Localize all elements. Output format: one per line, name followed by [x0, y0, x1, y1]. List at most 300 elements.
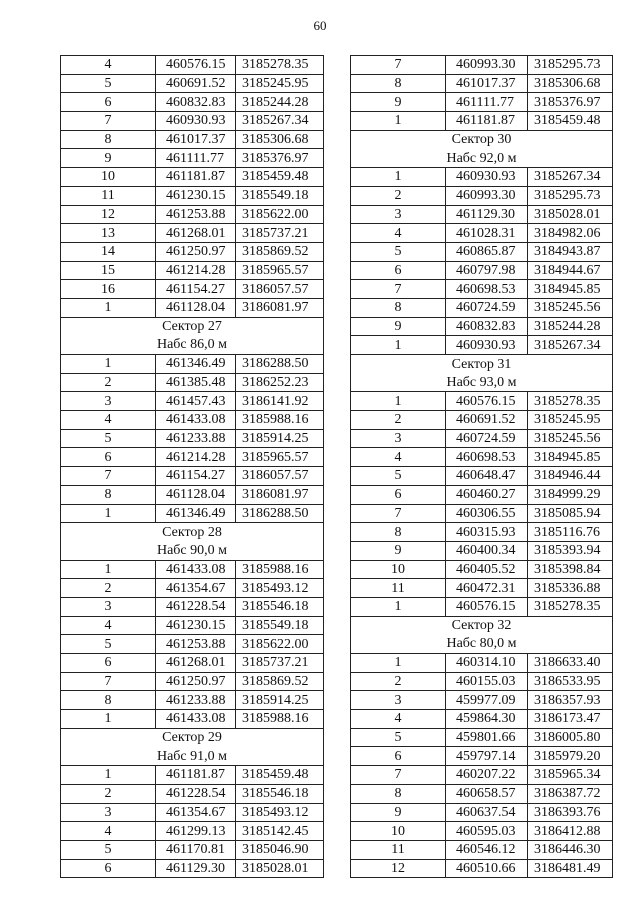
point-number-cell: 2 [351, 411, 446, 430]
point-number-cell: 1 [61, 355, 156, 374]
x-coordinate-cell: 460930.93 [156, 112, 236, 131]
table-row [351, 429, 613, 448]
x-coordinate-cell: 461017.37 [156, 130, 236, 149]
y-coordinate-cell: 3185988.16 [236, 560, 324, 579]
point-number-cell: 1 [351, 168, 446, 187]
y-coordinate-cell: 3184982.06 [528, 224, 613, 243]
point-number-cell: 5 [351, 467, 446, 486]
sector-title: Сектор 31 [351, 355, 613, 374]
sector-title: Сектор 27 [61, 317, 324, 336]
sector-header-row [61, 523, 324, 542]
table-row [351, 93, 613, 112]
point-number-cell: 11 [61, 186, 156, 205]
sector-height-row [351, 149, 613, 168]
point-number-cell: 11 [351, 579, 446, 598]
point-number-cell: 15 [61, 261, 156, 280]
y-coordinate-cell: 3185493.12 [236, 579, 324, 598]
point-number-cell: 4 [61, 56, 156, 75]
table-row [351, 803, 613, 822]
y-coordinate-cell: 3186252.23 [236, 373, 324, 392]
x-coordinate-cell: 460400.34 [446, 541, 528, 560]
table-row [61, 224, 324, 243]
y-coordinate-cell: 3185965.57 [236, 448, 324, 467]
y-coordinate-cell: 3185244.28 [528, 317, 613, 336]
table-row [351, 280, 613, 299]
table-row [61, 467, 324, 486]
table-row [351, 784, 613, 803]
point-number-cell: 7 [351, 504, 446, 523]
table-row [351, 411, 613, 430]
point-number-cell: 2 [61, 784, 156, 803]
point-number-cell: 6 [351, 261, 446, 280]
x-coordinate-cell: 459801.66 [446, 728, 528, 747]
table-row [61, 429, 324, 448]
x-coordinate-cell: 460510.66 [446, 859, 528, 878]
point-number-cell: 1 [351, 112, 446, 131]
table-row [61, 261, 324, 280]
sector-height-row [351, 373, 613, 392]
y-coordinate-cell: 3186288.50 [236, 504, 324, 523]
x-coordinate-cell: 460576.15 [446, 392, 528, 411]
y-coordinate-cell: 3185116.76 [528, 523, 613, 542]
x-coordinate-cell: 461230.15 [156, 186, 236, 205]
x-coordinate-cell: 460306.55 [446, 504, 528, 523]
table-row [61, 355, 324, 374]
x-coordinate-cell: 460546.12 [446, 840, 528, 859]
y-coordinate-cell: 3185295.73 [528, 186, 613, 205]
sector-height-row [351, 635, 613, 654]
point-number-cell: 8 [351, 784, 446, 803]
sector-title: Сектор 29 [61, 728, 324, 747]
y-coordinate-cell: 3185914.25 [236, 691, 324, 710]
y-coordinate-cell: 3185028.01 [236, 859, 324, 878]
x-coordinate-cell: 460315.93 [446, 523, 528, 542]
point-number-cell: 7 [351, 766, 446, 785]
y-coordinate-cell: 3185398.84 [528, 560, 613, 579]
table-row [351, 242, 613, 261]
table-row [61, 672, 324, 691]
point-number-cell: 1 [351, 392, 446, 411]
x-coordinate-cell: 460698.53 [446, 280, 528, 299]
x-coordinate-cell: 461111.77 [446, 93, 528, 112]
point-number-cell: 9 [351, 803, 446, 822]
y-coordinate-cell: 3185965.57 [236, 261, 324, 280]
y-coordinate-cell: 3186081.97 [236, 485, 324, 504]
x-coordinate-cell: 460637.54 [446, 803, 528, 822]
point-number-cell: 2 [351, 672, 446, 691]
table-row [61, 373, 324, 392]
x-coordinate-cell: 461181.87 [156, 168, 236, 187]
table-row [61, 840, 324, 859]
y-coordinate-cell: 3185267.34 [528, 336, 613, 355]
y-coordinate-cell: 3185306.68 [236, 130, 324, 149]
table-row [61, 168, 324, 187]
x-coordinate-cell: 460576.15 [446, 597, 528, 616]
x-coordinate-cell: 461299.13 [156, 822, 236, 841]
sector-height-row [61, 336, 324, 355]
point-number-cell: 6 [61, 859, 156, 878]
table-row [351, 504, 613, 523]
sector-height: Набс 80,0 м [351, 635, 613, 654]
y-coordinate-cell: 3185869.52 [236, 242, 324, 261]
x-coordinate-cell: 459797.14 [446, 747, 528, 766]
point-number-cell: 3 [351, 691, 446, 710]
x-coordinate-cell: 461154.27 [156, 467, 236, 486]
x-coordinate-cell: 461181.87 [446, 112, 528, 131]
y-coordinate-cell: 3186446.30 [528, 840, 613, 859]
y-coordinate-cell: 3185622.00 [236, 635, 324, 654]
x-coordinate-cell: 460155.03 [446, 672, 528, 691]
point-number-cell: 4 [351, 710, 446, 729]
table-row [351, 317, 613, 336]
y-coordinate-cell: 3186057.57 [236, 467, 324, 486]
table-row [61, 205, 324, 224]
y-coordinate-cell: 3185493.12 [236, 803, 324, 822]
y-coordinate-cell: 3185737.21 [236, 654, 324, 673]
table-row [351, 597, 613, 616]
x-coordinate-cell: 459864.30 [446, 710, 528, 729]
sector-header-row [61, 317, 324, 336]
y-coordinate-cell: 3185245.95 [528, 411, 613, 430]
x-coordinate-cell: 460595.03 [446, 822, 528, 841]
y-coordinate-cell: 3185622.00 [236, 205, 324, 224]
sector-title: Сектор 28 [61, 523, 324, 542]
point-number-cell: 8 [61, 130, 156, 149]
point-number-cell: 6 [61, 93, 156, 112]
y-coordinate-cell: 3185988.16 [236, 411, 324, 430]
table-row [351, 766, 613, 785]
x-coordinate-cell: 460691.52 [156, 74, 236, 93]
x-coordinate-cell: 461233.88 [156, 429, 236, 448]
y-coordinate-cell: 3185376.97 [528, 93, 613, 112]
x-coordinate-cell: 461346.49 [156, 504, 236, 523]
table-row [351, 485, 613, 504]
table-row [61, 635, 324, 654]
x-coordinate-cell: 461214.28 [156, 261, 236, 280]
y-coordinate-cell: 3185085.94 [528, 504, 613, 523]
table-row [61, 485, 324, 504]
x-coordinate-cell: 461268.01 [156, 224, 236, 243]
y-coordinate-cell: 3185245.95 [236, 74, 324, 93]
y-coordinate-cell: 3185245.56 [528, 429, 613, 448]
point-number-cell: 5 [61, 635, 156, 654]
table-row [351, 672, 613, 691]
point-number-cell: 4 [351, 448, 446, 467]
y-coordinate-cell: 3186005.80 [528, 728, 613, 747]
x-coordinate-cell: 460472.31 [446, 579, 528, 598]
x-coordinate-cell: 460993.30 [446, 186, 528, 205]
y-coordinate-cell: 3186481.49 [528, 859, 613, 878]
x-coordinate-cell: 461250.97 [156, 242, 236, 261]
point-number-cell: 7 [351, 56, 446, 75]
table-row [61, 616, 324, 635]
point-number-cell: 9 [351, 541, 446, 560]
table-row [61, 186, 324, 205]
y-coordinate-cell: 3186173.47 [528, 710, 613, 729]
x-coordinate-cell: 460797.98 [446, 261, 528, 280]
y-coordinate-cell: 3185267.34 [528, 168, 613, 187]
y-coordinate-cell: 3185546.18 [236, 784, 324, 803]
x-coordinate-cell: 461354.67 [156, 579, 236, 598]
sector-height: Набс 93,0 м [351, 373, 613, 392]
y-coordinate-cell: 3185336.88 [528, 579, 613, 598]
y-coordinate-cell: 3185459.48 [236, 168, 324, 187]
x-coordinate-cell: 461230.15 [156, 616, 236, 635]
y-coordinate-cell: 3185028.01 [528, 205, 613, 224]
sector-header-row [61, 728, 324, 747]
point-number-cell: 6 [61, 448, 156, 467]
table-row [351, 224, 613, 243]
table-row [61, 448, 324, 467]
table-row [61, 130, 324, 149]
point-number-cell: 6 [351, 485, 446, 504]
x-coordinate-cell: 460207.22 [446, 766, 528, 785]
point-number-cell: 3 [351, 205, 446, 224]
x-coordinate-cell: 460865.87 [446, 242, 528, 261]
sector-header-row [351, 616, 613, 635]
y-coordinate-cell: 3186533.95 [528, 672, 613, 691]
point-number-cell: 7 [351, 280, 446, 299]
x-coordinate-cell: 460724.59 [446, 429, 528, 448]
y-coordinate-cell: 3185979.20 [528, 747, 613, 766]
table-row [61, 691, 324, 710]
y-coordinate-cell: 3185546.18 [236, 597, 324, 616]
table-row [351, 336, 613, 355]
table-row [351, 448, 613, 467]
point-number-cell: 9 [351, 317, 446, 336]
table-row [61, 298, 324, 317]
y-coordinate-cell: 3186412.88 [528, 822, 613, 841]
table-row [351, 298, 613, 317]
point-number-cell: 13 [61, 224, 156, 243]
x-coordinate-cell: 461253.88 [156, 635, 236, 654]
x-coordinate-cell: 459977.09 [446, 691, 528, 710]
table-row [351, 840, 613, 859]
y-coordinate-cell: 3184945.85 [528, 280, 613, 299]
point-number-cell: 5 [351, 242, 446, 261]
table-row [351, 654, 613, 673]
point-number-cell: 6 [351, 747, 446, 766]
table-row [351, 859, 613, 878]
y-coordinate-cell: 3185278.35 [528, 597, 613, 616]
x-coordinate-cell: 460405.52 [446, 560, 528, 579]
y-coordinate-cell: 3184946.44 [528, 467, 613, 486]
sector-height: Набс 91,0 м [61, 747, 324, 766]
x-coordinate-cell: 461170.81 [156, 840, 236, 859]
x-coordinate-cell: 461233.88 [156, 691, 236, 710]
y-coordinate-cell: 3185549.18 [236, 186, 324, 205]
x-coordinate-cell: 460314.10 [446, 654, 528, 673]
x-coordinate-cell: 461228.54 [156, 784, 236, 803]
point-number-cell: 8 [351, 523, 446, 542]
point-number-cell: 8 [351, 298, 446, 317]
table-row [61, 859, 324, 878]
point-number-cell: 1 [61, 766, 156, 785]
sector-title: Сектор 30 [351, 130, 613, 149]
x-coordinate-cell: 461457.43 [156, 392, 236, 411]
page-number: 60 [313, 18, 327, 33]
y-coordinate-cell: 3185245.56 [528, 298, 613, 317]
y-coordinate-cell: 3185046.90 [236, 840, 324, 859]
point-number-cell: 2 [61, 373, 156, 392]
table-row [61, 579, 324, 598]
table-row [351, 205, 613, 224]
point-number-cell: 4 [61, 822, 156, 841]
x-coordinate-cell: 461214.28 [156, 448, 236, 467]
table-row [61, 392, 324, 411]
x-coordinate-cell: 460698.53 [446, 448, 528, 467]
point-number-cell: 8 [61, 485, 156, 504]
point-number-cell: 5 [61, 74, 156, 93]
table-row [61, 803, 324, 822]
table-row [351, 467, 613, 486]
y-coordinate-cell: 3185376.97 [236, 149, 324, 168]
table-row [351, 822, 613, 841]
x-coordinate-cell: 460648.47 [446, 467, 528, 486]
y-coordinate-cell: 3185988.16 [236, 710, 324, 729]
table-row [61, 597, 324, 616]
x-coordinate-cell: 461433.08 [156, 710, 236, 729]
point-number-cell: 1 [61, 710, 156, 729]
point-number-cell: 4 [351, 224, 446, 243]
y-coordinate-cell: 3185459.48 [528, 112, 613, 131]
point-number-cell: 6 [61, 654, 156, 673]
y-coordinate-cell: 3185965.34 [528, 766, 613, 785]
x-coordinate-cell: 461250.97 [156, 672, 236, 691]
y-coordinate-cell: 3185869.52 [236, 672, 324, 691]
y-coordinate-cell: 3184945.85 [528, 448, 613, 467]
y-coordinate-cell: 3185278.35 [236, 56, 324, 75]
table-row [351, 112, 613, 131]
table-row [351, 392, 613, 411]
x-coordinate-cell: 461253.88 [156, 205, 236, 224]
point-number-cell: 5 [351, 728, 446, 747]
point-number-cell: 12 [61, 205, 156, 224]
point-number-cell: 10 [351, 560, 446, 579]
point-number-cell: 7 [61, 672, 156, 691]
x-coordinate-cell: 461028.31 [446, 224, 528, 243]
point-number-cell: 3 [61, 392, 156, 411]
table-row [351, 710, 613, 729]
y-coordinate-cell: 3186141.92 [236, 392, 324, 411]
y-coordinate-cell: 3185142.45 [236, 822, 324, 841]
y-coordinate-cell: 3184999.29 [528, 485, 613, 504]
table-row [61, 504, 324, 523]
table-row [61, 56, 324, 75]
x-coordinate-cell: 460832.83 [156, 93, 236, 112]
sector-height: Набс 86,0 м [61, 336, 324, 355]
x-coordinate-cell: 461433.08 [156, 411, 236, 430]
table-row [351, 186, 613, 205]
point-number-cell: 9 [351, 93, 446, 112]
sector-height: Набс 92,0 м [351, 149, 613, 168]
point-number-cell: 8 [61, 691, 156, 710]
point-number-cell: 12 [351, 859, 446, 878]
table-row [351, 261, 613, 280]
x-coordinate-cell: 461111.77 [156, 149, 236, 168]
y-coordinate-cell: 3185295.73 [528, 56, 613, 75]
x-coordinate-cell: 461228.54 [156, 597, 236, 616]
x-coordinate-cell: 461129.30 [156, 859, 236, 878]
point-number-cell: 1 [61, 504, 156, 523]
table-row [61, 766, 324, 785]
table-row [351, 74, 613, 93]
table-row [351, 728, 613, 747]
sector-header-row [351, 130, 613, 149]
x-coordinate-cell: 461354.67 [156, 803, 236, 822]
x-coordinate-cell: 460460.27 [446, 485, 528, 504]
x-coordinate-cell: 461433.08 [156, 560, 236, 579]
table-row [61, 784, 324, 803]
point-number-cell: 1 [61, 560, 156, 579]
table-row [61, 822, 324, 841]
table-row [61, 710, 324, 729]
table-row [351, 56, 613, 75]
table-row [61, 74, 324, 93]
x-coordinate-cell: 461128.04 [156, 485, 236, 504]
point-number-cell: 2 [351, 186, 446, 205]
x-coordinate-cell: 460691.52 [446, 411, 528, 430]
point-number-cell: 1 [351, 336, 446, 355]
y-coordinate-cell: 3185393.94 [528, 541, 613, 560]
point-number-cell: 1 [351, 597, 446, 616]
table-row [351, 541, 613, 560]
table-row [61, 242, 324, 261]
y-coordinate-cell: 3185459.48 [236, 766, 324, 785]
table-row [61, 654, 324, 673]
x-coordinate-cell: 461181.87 [156, 766, 236, 785]
x-coordinate-cell: 460930.93 [446, 168, 528, 187]
x-coordinate-cell: 461346.49 [156, 355, 236, 374]
y-coordinate-cell: 3185306.68 [528, 74, 613, 93]
point-number-cell: 16 [61, 280, 156, 299]
point-number-cell: 14 [61, 242, 156, 261]
sector-header-row [351, 355, 613, 374]
coordinates-table-right [350, 55, 613, 878]
y-coordinate-cell: 3185244.28 [236, 93, 324, 112]
point-number-cell: 10 [351, 822, 446, 841]
x-coordinate-cell: 460724.59 [446, 298, 528, 317]
point-number-cell: 9 [61, 149, 156, 168]
table-row [351, 747, 613, 766]
y-coordinate-cell: 3184944.67 [528, 261, 613, 280]
point-number-cell: 1 [351, 654, 446, 673]
table-row [61, 280, 324, 299]
y-coordinate-cell: 3185914.25 [236, 429, 324, 448]
y-coordinate-cell: 3186357.93 [528, 691, 613, 710]
table-row [351, 523, 613, 542]
sector-height-row [61, 747, 324, 766]
y-coordinate-cell: 3185737.21 [236, 224, 324, 243]
y-coordinate-cell: 3186057.57 [236, 280, 324, 299]
point-number-cell: 3 [351, 429, 446, 448]
point-number-cell: 7 [61, 112, 156, 131]
point-number-cell: 3 [61, 597, 156, 616]
point-number-cell: 2 [61, 579, 156, 598]
point-number-cell: 4 [61, 616, 156, 635]
x-coordinate-cell: 460576.15 [156, 56, 236, 75]
point-number-cell: 8 [351, 74, 446, 93]
sector-title: Сектор 32 [351, 616, 613, 635]
point-number-cell: 7 [61, 467, 156, 486]
x-coordinate-cell: 461128.04 [156, 298, 236, 317]
table-row [61, 560, 324, 579]
x-coordinate-cell: 461154.27 [156, 280, 236, 299]
table-row [61, 93, 324, 112]
x-coordinate-cell: 460930.93 [446, 336, 528, 355]
coordinates-table-left [60, 55, 324, 878]
point-number-cell: 5 [61, 429, 156, 448]
